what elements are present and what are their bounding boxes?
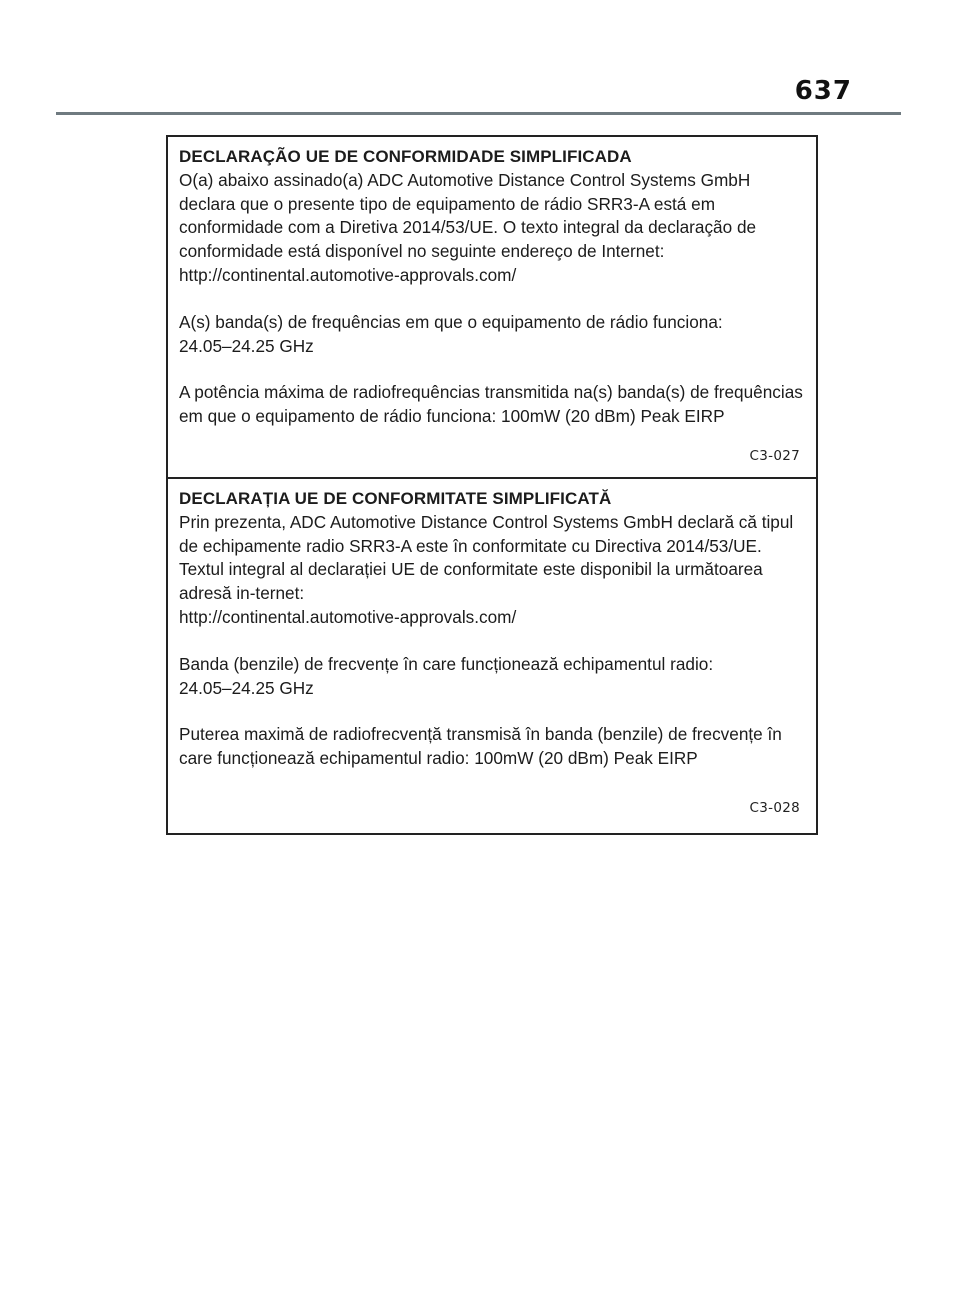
approvals-url: http://continental.automotive-approvals.com/: [179, 264, 517, 285]
frequency-band-value: 24.05–24.25 GHz: [179, 677, 314, 698]
approvals-url: http://continental.automotive-approvals.com/: [179, 606, 517, 627]
max-power: Puterea maximă de radiofrecvență transmisă în banda (benzile) de frecvențe în care funcționează echipamentul radio: 100mW (20 dBm) Peak EIRP: [179, 724, 782, 769]
figure-code: C3-027: [749, 448, 800, 465]
frequency-band-label: A(s) banda(s) de frequências em que o equipamento de rádio funciona:: [179, 311, 723, 332]
declaration-section-romanian: [168, 477, 816, 833]
frequency-band: [179, 311, 806, 359]
header-divider: [56, 112, 901, 115]
statement-text: Prin prezenta, ADC Automotive Distance Control Systems GmbH declară că tipul de echipamente radio SRR3-A este în conformitate cu Directiva 2014/53/UE. Textul integral al declarației UE de conformitate este disponibil la următoarea adresă in-ternet:: [179, 511, 794, 604]
figure-code: C3-028: [749, 800, 800, 817]
page-number: 637: [794, 76, 852, 106]
section-title: DECLARAȚIA UE DE CONFORMITATE SIMPLIFICATĂ: [179, 489, 612, 508]
section-title: DECLARAÇÃO UE DE CONFORMIDADE SIMPLIFICADA: [179, 147, 632, 166]
frequency-band-label: Banda (benzile) de frecvențe în care funcționează echipamentul radio:: [179, 653, 714, 674]
statement-text: O(a) abaixo assinado(a) ADC Automotive Distance Control Systems GmbH declara que o presente tipo de equipamento de rádio SRR3-A está em conformidade com a Diretiva 2014/53/UE. O texto integral da declaração de conformidade está disponível no seguinte endereço de Internet:: [179, 169, 757, 262]
declaration-box: [166, 135, 818, 835]
max-power: A potência máxima de radiofrequências transmitida na(s) banda(s) de frequências em que o equipamento de rádio funciona: 100mW (20 dBm) Peak EIRP: [179, 382, 803, 427]
frequency-band-value: 24.05–24.25 GHz: [179, 335, 314, 356]
conformity-statement: [179, 511, 806, 630]
frequency-band: [179, 653, 806, 701]
conformity-statement: [179, 169, 806, 288]
declaration-section-portuguese: [168, 137, 816, 477]
